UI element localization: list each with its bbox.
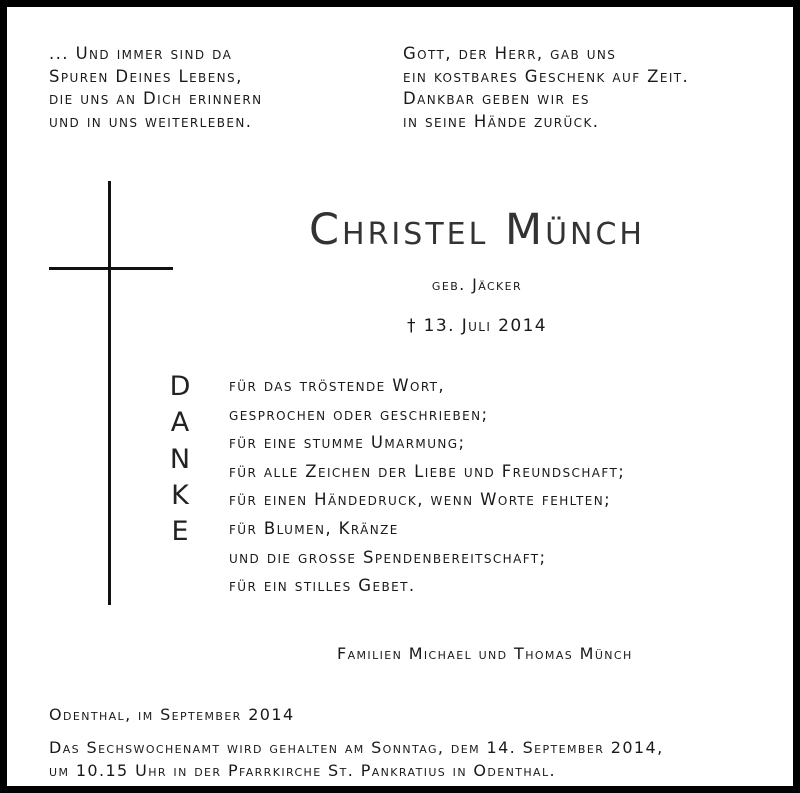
verse-line: Spuren Deines Lebens, — [49, 66, 243, 86]
family-signature: Familien Michael und Thomas Münch — [337, 644, 633, 663]
thanks-list — [229, 374, 625, 603]
thanks-line: gesprochen oder geschrieben; — [229, 404, 489, 424]
thanks-line: für einen Händedruck, wenn Worte fehlten; — [229, 490, 612, 510]
danke-letter: D — [169, 371, 191, 402]
verse-right — [403, 43, 689, 134]
maiden-name: geb. Jäcker — [431, 275, 523, 294]
verse-left — [49, 43, 262, 134]
danke-vertical-word — [165, 371, 195, 552]
deceased-name: Christel Münch — [309, 205, 645, 255]
verse-line: ... Und immer sind da — [49, 44, 233, 63]
verse-line: und in uns weiterleben. — [49, 112, 253, 132]
danke-letter: N — [169, 443, 191, 475]
service-line: Das Sechswochenamt wird gehalten am Sonntag, dem 14. September 2014, — [49, 738, 664, 757]
cross-vertical-bar — [108, 181, 111, 605]
thanks-line: für eine stumme Umarmung; — [229, 433, 466, 453]
verse-line: in seine Hände zurück. — [403, 112, 600, 132]
thanks-line: für Blumen, Kränze — [229, 518, 399, 538]
thanks-line: für das tröstende Wort, — [229, 376, 446, 395]
thanks-line: für alle Zeichen der Liebe und Freundschaft; — [229, 461, 626, 481]
thanks-line: und die grosse Spendenbereitschaft; — [229, 547, 547, 567]
danke-letter: A — [170, 407, 190, 439]
verse-line: die uns an Dich erinnern — [49, 89, 263, 109]
service-line: um 10.15 Uhr in der Pfarrkirche St. Pankratius in Odenthal. — [49, 760, 557, 780]
service-notice — [49, 737, 664, 782]
danke-letter: K — [171, 479, 189, 511]
cross-horizontal-bar — [49, 267, 173, 270]
verse-line: Gott, der Herr, gab uns — [403, 44, 617, 63]
danke-letter: E — [171, 516, 189, 548]
death-date: † 13. Juli 2014 — [406, 316, 548, 336]
verse-line: ein kostbares Geschenk auf Zeit. — [403, 66, 690, 86]
place-date: Odenthal, im September 2014 — [49, 705, 295, 724]
thanks-line: für ein stilles Gebet. — [229, 576, 416, 596]
verse-line: Dankbar geben wir es — [403, 89, 590, 109]
